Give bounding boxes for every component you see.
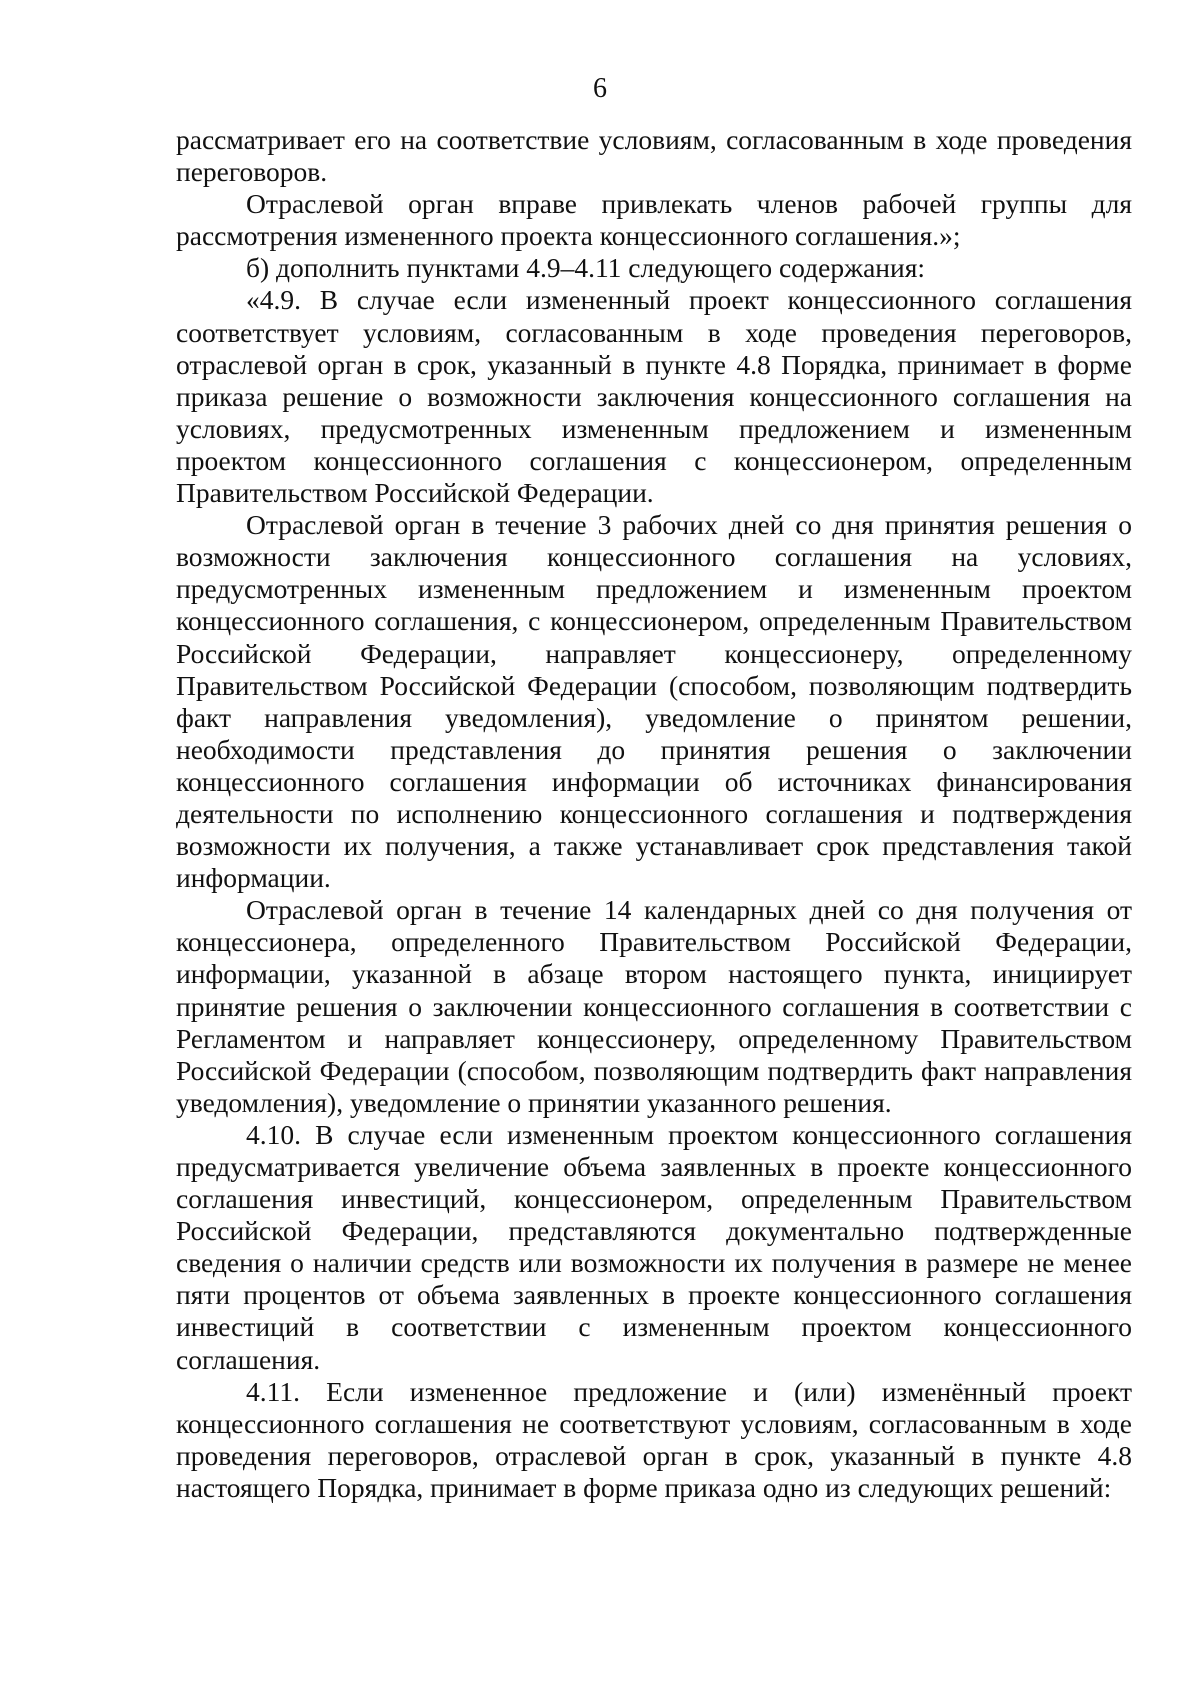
page-number: 6 bbox=[593, 73, 607, 104]
document-body bbox=[176, 124, 1132, 1504]
paragraph-clause-4-10: 4.10. В случае если измененным проектом концессионного соглашения предусматривается увеличение объема заявленных в проекте концессионного соглашения инвестиций, концессионером, определенным Правительством Российской Федерации, представляются документально подтвержденные сведения о наличии средств или возможности их получения в размере не менее пяти процентов от объема заявленных в проекте концессионного соглашения инвестиций в соответствии с измененным проектом концессионного соглашения. bbox=[176, 1118, 1132, 1375]
paragraph-clause-4-9-second: Отраслевой орган в течение 3 рабочих дней со дня принятия решения о возможности заключения концессионного соглашения на условиях, предусмотренных измененным предложением и измененным проектом концессионного соглашения, с концессионером, определенным Правительством Российской Федерации, направляет концессионеру, определенному Правительством Российской Федерации (способом, позволяющим подтвердить факт направления уведомления), уведомление о принятом решении, необходимости представления до принятия решения о заключении концессионного соглашения информации об источниках финансирования деятельности по исполнению концессионного соглашения и подтверждения возможности их получения, а также устанавливает срок представления такой информации. bbox=[176, 509, 1132, 894]
paragraph-clause-4-9: «4.9. В случае если измененный проект концессионного соглашения соответствует условиям, согласованным в ходе проведения переговоров, отраслевой орган в срок, указанный в пункте 4.8 Порядка, принимает в форме приказа решение о возможности заключения концессионного соглашения на условиях, предусмотренных измененным предложением и измененным проектом концессионного соглашения с концессионером, определенным Правительством Российской Федерации. bbox=[176, 284, 1132, 509]
paragraph-clause-4-11: 4.11. Если измененное предложение и (или) изменённый проект концессионного соглашения не соответствуют условиям, согласованным в ходе проведения переговоров, отраслевой орган в срок, указанный в пункте 4.8 настоящего Порядка, принимает в форме приказа одно из следующих решений: bbox=[176, 1375, 1132, 1503]
paragraph-continuation: рассматривает его на соответствие условиям, согласованным в ходе проведения переговоров. bbox=[176, 124, 1132, 188]
paragraph-clause-4-9-third: Отраслевой орган в течение 14 календарных дней со дня получения от концессионера, определенного Правительством Российской Федерации, информации, указанной в абзаце втором настоящего пункта, инициирует принятие решения о заключении концессионного соглашения в соответствии с Регламентом и направляет концессионеру, определенному Правительством Российской Федерации (способом, позволяющим подтвердить факт направления уведомления), уведомление о принятии указанного решения. bbox=[176, 894, 1132, 1118]
paragraph-working-group: Отраслевой орган вправе привлекать членов рабочей группы для рассмотрения измененного проекта концессионного соглашения.»; bbox=[176, 188, 1132, 252]
paragraph-amendment-b: б) дополнить пунктами 4.9–4.11 следующего содержания: bbox=[246, 252, 926, 284]
